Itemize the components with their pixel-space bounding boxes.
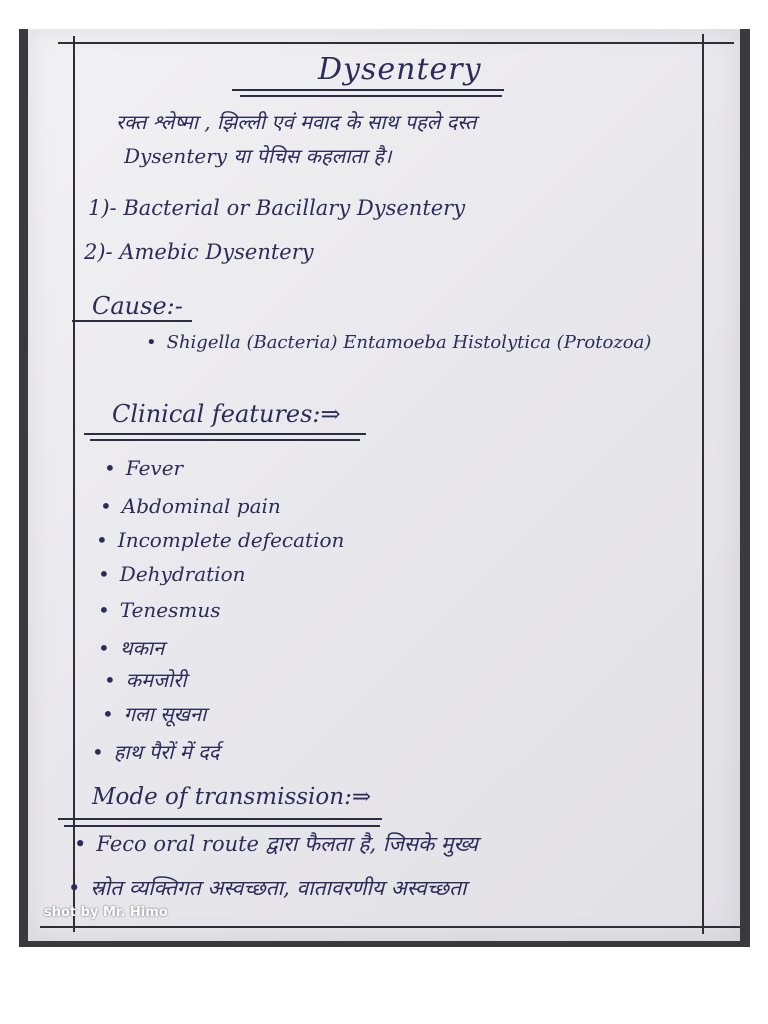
cause-underline	[72, 320, 192, 322]
title-underline	[232, 89, 504, 91]
list-item: • हाथ पैरों में दर्द	[92, 740, 220, 764]
cause-text: Shigella (Bacteria) Entamoeba Histolytica (Protozoa)	[166, 332, 652, 353]
page-border-bottom	[40, 926, 740, 928]
transmission-line-2: • स्रोत व्यक्तिगत अस्वच्छता, वातावरणीय अस्वच्छता	[68, 876, 467, 900]
list-item: • Fever	[104, 456, 184, 480]
transmission-underline-2	[64, 825, 380, 827]
page-border-top	[58, 42, 734, 44]
list-item: • Tenesmus	[98, 598, 221, 622]
clinical-underline-2	[90, 439, 360, 441]
list-item: • कमजोरी	[104, 668, 187, 692]
list-item: • गला सूखना	[102, 702, 207, 726]
type-item-1: 1)- Bacterial or Bacillary Dysentery	[88, 196, 466, 220]
list-item: • Abdominal pain	[100, 494, 281, 518]
transmission-line-1: • Feco oral route द्वारा फैलता है, जिसके मुख्य	[74, 832, 478, 856]
list-item: • थकान	[98, 636, 165, 660]
transmission-underline	[58, 818, 382, 820]
intro-line-2: Dysentery या पेचिस कहलाता है।	[124, 144, 392, 168]
transmission-heading: Mode of transmission:⇒	[92, 784, 372, 810]
page-border-left	[73, 36, 75, 932]
title-underline-2	[240, 95, 502, 97]
clinical-underline	[84, 433, 366, 435]
clinical-heading: Clinical features:⇒	[112, 400, 341, 428]
cause-heading: Cause:-	[92, 292, 183, 320]
type-item-2: 2)- Amebic Dysentery	[84, 240, 314, 264]
page-border-right	[702, 34, 704, 934]
page-title: Dysentery	[318, 52, 482, 87]
watermark: shot by Mr. Himo	[44, 905, 168, 920]
list-item: • Incomplete defecation	[96, 528, 345, 552]
list-item: • Dehydration	[98, 562, 246, 586]
intro-line-1: रक्त श्लेष्मा , झिल्ली एवं मवाद के साथ पहले दस्त	[116, 110, 477, 134]
cause-item: • Shigella (Bacteria) Entamoeba Histolytica (Protozoa)	[146, 332, 652, 353]
